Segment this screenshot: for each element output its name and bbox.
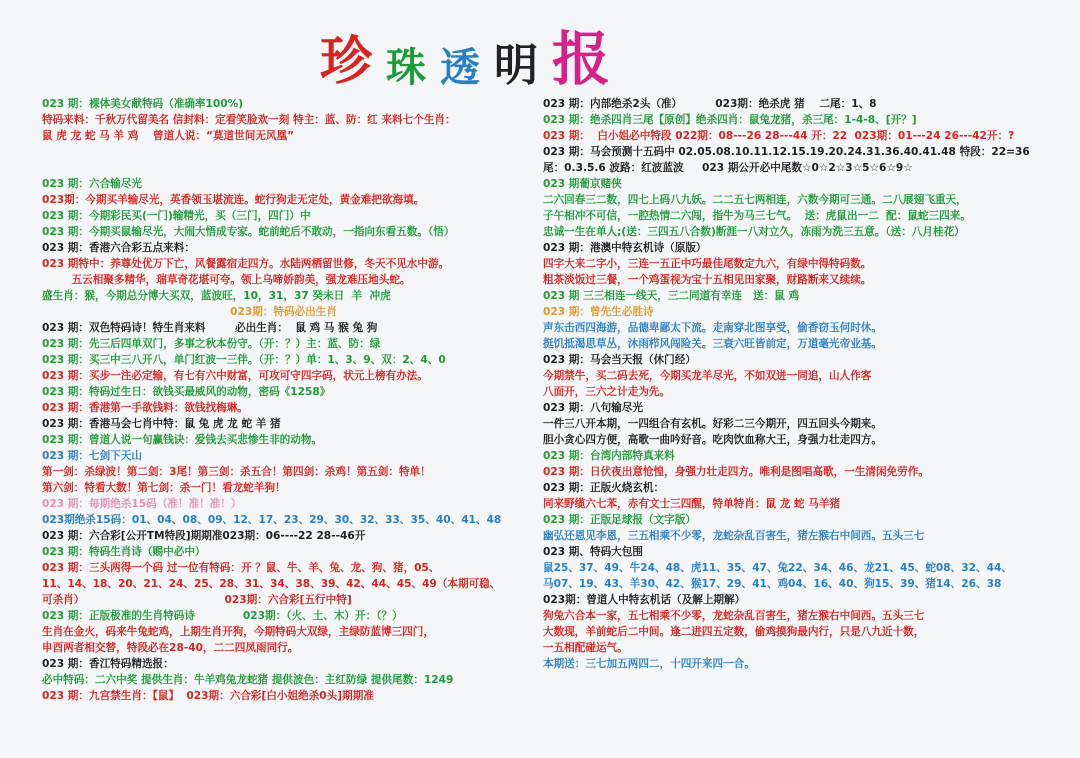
text-line: 尾：0.3.5.6 波路：红波蓝波 023 期公开必中尾数☆0☆2☆3☆5☆6☆9☆ <box>543 162 913 174</box>
text-line: 023 期：日伏夜出意怆惶，身强力壮走四方。唯利是图唱高歌，一生清闲免劳作。 <box>543 466 929 478</box>
text-line: 第六剑：特看大数！第七剑：杀一门！看龙蛇羊狗！ <box>42 482 286 494</box>
text-line: 023 期：香港六合彩五点来料： <box>42 242 195 254</box>
text-line: 023 期：马会当天报（休门经） <box>543 354 696 366</box>
text-line: 可杀肖） 023期：六合彩[五行中特] <box>42 594 352 606</box>
text-line: 023 期：七剑下天山 <box>42 450 142 462</box>
text-line: 023 期：裸体美女献特码（准确率100%) <box>42 98 244 110</box>
text-line: 023 期 三三相连一线天，三二同道有幸连 送：鼠 鸡 <box>543 290 800 302</box>
text-line: 023 期、特码大包围 <box>543 546 643 558</box>
text-line: 鼠25、37、49、牛24、48、虎11、35、47、兔22、34、46、龙21、45、蛇08、32、44、 <box>543 562 1012 574</box>
text-line: 023期：今期买羊输尽光，英香领玉堪流连。蛇行狗走无定处，黄金难把欲海填。 <box>42 194 425 206</box>
text-line: 023 期：先三后四单双门，多事之秋本份守。（开：？）主：蓝、防：绿 <box>42 338 381 350</box>
text-line: 023 期：香江特码精选报： <box>42 658 174 670</box>
text-line: 023 期：正版极准的生肖特码诗 023期：（火、土、木）开：（？） <box>42 610 403 622</box>
text-line: 023 期：买步一注必定输，有七有六中财富，可攻可守四字码，状元上榜有办法。 <box>42 370 428 382</box>
text-line: 生肖在金火，码来牛兔蛇鸡，上期生肖开狗，今期特码大双绿，主绿防蓝博三四门， <box>42 626 434 638</box>
page-title <box>320 18 720 93</box>
text-line: 本期送：三七加五两四二，十四开来四一合。 <box>543 658 755 670</box>
text-line: 023 期：香港第一手欲钱料：欲钱找梅琳。 <box>42 402 248 414</box>
text-line: 023 期：六合彩[公开TM特段]期期准023期：06----22 28--46开 <box>42 530 366 542</box>
right-column <box>543 96 1043 672</box>
text-line: 幽弘还恩见李恩，三五相乘不少零，龙蛇杂乱百害生，猪左猴右中间西。五头三七 <box>543 530 925 542</box>
text-line: 023 期：买三中三八开八，单门红波一三伴。（开：？）单：1、3、9、双：2、4、0 <box>42 354 446 366</box>
title-char: 珠 <box>386 44 427 91</box>
text-line: 023 期：双色特码诗！特生肖来料 必出生肖： 鼠 鸡 马 猴 兔 狗 <box>42 322 378 334</box>
text-line: 023 期：港澳中特玄机诗（原版） <box>543 242 707 254</box>
title-char: 透 <box>440 44 481 91</box>
text-line: 挺饥抵渴思草丛，沐雨栉风闯险关。三衰六旺皆前定，万道毫光帝业基。 <box>543 338 882 350</box>
text-line: 一五相配碰运气。 <box>543 642 628 654</box>
left-column <box>42 96 512 704</box>
text-line: 第一剑：杀绿波！第二剑：3尾！第三剑：杀五合！第四剑：杀鸡！第五剑：特单！ <box>42 466 431 478</box>
text-line: 盛生肖：猴，今期总分博大买双，蓝波旺，10，31，37 癸未日 羊 冲虎 <box>42 290 391 302</box>
text-line: 023期：曾道人中特玄机话（及解上期解） <box>543 594 746 606</box>
text-line: 马07、19、43、羊30、42、猴17、29、41、鸡04、16、40、狗15、39、猪14、26、38 <box>543 578 1002 590</box>
text-line: 五云相聚多精华，瑞草奇花堪可夸。领上乌啼娇韵美，强龙难压地头蛇。 <box>42 274 411 286</box>
text-line: 鼠 虎 龙 蛇 马 羊 鸡 曾道人说：“莫道世间无风凰” <box>42 130 295 142</box>
text-line: 必中特码：二六中奖 提供生肖：牛羊鸡兔龙蛇猪 提供波色：主红防绿 提供尾数：1249 <box>42 674 454 686</box>
text-line: 申酉两者相交替，特段必在28-40，二二四凤雨同行。 <box>42 642 299 654</box>
text-line: 023 期：八句输尽光 <box>543 402 643 414</box>
text-line: 大数现，羊前蛇后二中间。逢二进四五定数，偷鸡摸狗最内行，只是八九近十数， <box>543 626 925 638</box>
text-line: 023 期：绝杀四肖三尾【原创】绝杀四肖：鼠兔龙猪，杀三尾：1-4-8、[开？] <box>543 114 917 126</box>
text-line: 声东击西四海游，品德卑鄙太下流。走南穿北图享受，偷香窃玉何时休。 <box>543 322 882 334</box>
text-line: 忠诚一生在单人;(送：三四五八合数)断涯一八对立久，冻雨为洗三五意。（送：八月桂花） <box>543 226 965 238</box>
text-line: 四字大来二字小，三连一五正中巧最佳尾数定九六，有绿中得特码数。 <box>543 258 872 270</box>
text-line: 023 期葡京赌侠 <box>543 178 622 190</box>
text-line: 023 期：三头两得一个码 过一位有特码：开 ？鼠、牛、羊、兔、龙、狗、猪，05、 <box>42 562 440 574</box>
text-line: 一件三八开本期，一四组合有玄机。好彩二三今期开，四五回头今期来。 <box>543 418 882 430</box>
text-line: 狗兔六合本一家，五七相乘不少零，龙蛇杂乱百害生，猪左猴右中间西。五头三七 <box>543 610 925 622</box>
text-line: 今期禁牛，买二码去死，今期买龙羊尽光，不如双进一同追，山人作客 <box>543 370 872 382</box>
text-line: 特码来料：千秋万代留美名 信封料：定看笑脸欢一刻 特主：蓝、防：红 来料七个生肖： <box>42 114 456 126</box>
text-line: 023 期：特码生肖诗（赐中必中） <box>42 546 206 558</box>
title-char: 报 <box>552 25 611 93</box>
text-line: 子午相冲不可信，一腔热情二六闯，指牛为马三七气。 送：虎鼠出一二 配：鼠蛇三四来。 <box>543 210 971 222</box>
text-line: 023 期：曾道人说一句赢钱诀：爱钱去买悲惨生非的动物。 <box>42 434 323 446</box>
text-line: 023 期：香港马会七肖中特：鼠 兔 虎 龙 蛇 羊 猪 <box>42 418 281 430</box>
text-line: 023期：特码必出生肖 <box>42 306 337 318</box>
text-line: 023 期：台湾内部特真来料 <box>543 450 675 462</box>
text-line: 八面开，三六之计走为先。 <box>543 386 671 398</box>
title-char: 明 <box>494 40 539 91</box>
text-line <box>42 144 512 160</box>
text-line: 11、14、18、20、21、24、25、28、31、34、38、39、42、44、45、49（本期可稳、 <box>42 578 501 590</box>
text-line: 二六回春三二数，四七上码八九妖。二二五七两相连，六数今期可三通。二八展翅飞重天， <box>543 194 967 206</box>
title-char: 珍 <box>320 31 373 92</box>
text-line: 023 期特中：养尊处优万下亡，风餐露宿走四方。水陆两栖留世修，冬天不见水中游。 <box>42 258 450 270</box>
text-line: 胆小贪心四方便，高歌一曲吟好音。吃肉饮血称大王，身强力壮走四方。 <box>543 434 882 446</box>
text-line: 同来野缆六七苯，赤有文士三四醒，特单特肖：鼠 龙 蛇 马羊猪 <box>543 498 841 510</box>
text-line: 023 期：九宫禁生肖：【鼠】 023期：六合彩[白小姐绝杀0头]期期准 <box>42 690 374 702</box>
text-line: 023 期：曾先生必胜诗 <box>543 306 654 318</box>
text-line: 023 期：正版足球报（文字版） <box>543 514 696 526</box>
text-line: 023 期： 白小姐必中特段 022期：08---26 28---44 开：22 023期：01---24 26---42开：? <box>543 130 1015 142</box>
text-line: 023 期：每期绝杀15码（准！准！准！） <box>42 498 242 510</box>
text-line: 023 期：今期彩民买(一门)输精光，买（三门，四门）中 <box>42 210 311 222</box>
text-line: 023 期：马会预测十五码中 02.05.08.10.11.12.15.19.20.24.31.36.40.41.48 特段：22=36 <box>543 146 1030 158</box>
text-line: 023 期：正版火烧玄机： <box>543 482 665 494</box>
text-line: 023 期：内部绝杀2头（准） 023期：绝杀虎 猪 二尾：1、8 <box>543 98 877 110</box>
text-line: 023 期：六合输尽光 <box>42 178 142 190</box>
text-line: 023 期：特码过生日：欲钱买最威风的动物，密码《1258》 <box>42 386 331 398</box>
text-line: 粗茶淡饭过三餐，一个鸡蛋视为宝十五相见田家聚，财路断来又续续。 <box>543 274 872 286</box>
text-line <box>42 160 512 176</box>
text-line: 023 期：今期买鼠输尽光，大闹大悟成专家。蛇前蛇后不敢动，一指向东看五数。（悟） <box>42 226 455 238</box>
text-line: 023期绝杀15码：01、04、08、09、12、17、23、29、30、32、33、35、40、41、48 <box>42 514 502 526</box>
